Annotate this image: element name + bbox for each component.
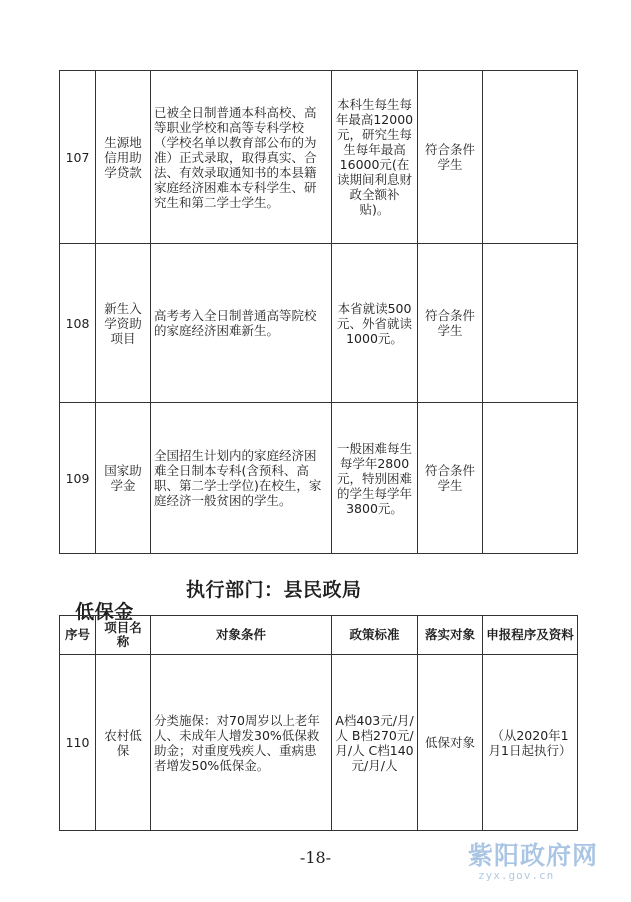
- page-number: -18-: [299, 848, 332, 867]
- policy-standard: 本省就读500元、外省就读1000元。: [332, 244, 418, 403]
- eligibility-conditions: 分类施保：对70周岁以上老年人、未成年人增发30%低保救助金；对重度残疾人、重病患者增发50%低保金。: [151, 655, 332, 831]
- project-name: 农村低保: [96, 655, 151, 831]
- row-number: 109: [60, 403, 96, 554]
- application-procedure: （从2020年1月1日起执行）: [483, 655, 578, 831]
- column-header: 落实对象: [418, 616, 483, 655]
- column-header: 申报程序及资料: [483, 616, 578, 655]
- section-department: 执行部门：县民政局: [186, 579, 362, 601]
- table-row: [60, 655, 578, 831]
- policy-standard: A档403元/月/人 B档270元/月/人 C档140元/月/人: [332, 655, 418, 831]
- project-name: 生源地信用助学贷款: [96, 71, 151, 244]
- table-row: [60, 244, 578, 403]
- application-procedure: [483, 244, 578, 403]
- eligibility-conditions: 高考考入全日制普通高等院校的家庭经济困难新生。: [151, 244, 332, 403]
- beneficiary: 符合条件学生: [418, 244, 483, 403]
- eligibility-conditions: 已被全日制普通本科高校、高等职业学校和高等专科学校（学校名单以教育部公布的为准）正式录取，取得真实、合法、有效录取通知书的本县籍家庭经济困难本专科学生、研究生和第二学士学生。: [151, 71, 332, 244]
- table-header-row: [60, 616, 578, 655]
- column-header: 对象条件: [151, 616, 332, 655]
- column-header: 序号: [60, 616, 96, 655]
- policy-standard: 本科生每生每年最高12000元，研究生每生每年最高16000元(在读期间利息财政全额补贴)。: [332, 71, 418, 244]
- application-procedure: [483, 403, 578, 554]
- watermark-site-url: zyx.gov.cn: [478, 869, 555, 882]
- beneficiary: 低保对象: [418, 655, 483, 831]
- table-row: [60, 71, 578, 244]
- row-number: 107: [60, 71, 96, 244]
- section-title: 低保金: [75, 601, 134, 623]
- beneficiary: 符合条件学生: [418, 71, 483, 244]
- project-name: 新生入学资助项目: [96, 244, 151, 403]
- row-number: 110: [60, 655, 96, 831]
- project-name: 国家助学金: [96, 403, 151, 554]
- beneficiary: 符合条件学生: [418, 403, 483, 554]
- column-header: 政策标准: [332, 616, 418, 655]
- table-row: [60, 403, 578, 554]
- subsistence-allowance-table: [59, 615, 578, 831]
- student-aid-table: [59, 70, 578, 554]
- row-number: 108: [60, 244, 96, 403]
- application-procedure: [483, 71, 578, 244]
- column-header: 项目名称: [96, 616, 151, 655]
- eligibility-conditions: 全国招生计划内的家庭经济困难全日制本专科(含预科、高职、第二学士学位)在校生，家庭经济一般贫困的学生。: [151, 403, 332, 554]
- watermark-site-name: 紫阳政府网: [468, 841, 599, 870]
- policy-standard: 一般困难每生每学年2800元，特别困难的学生每学年3800元。: [332, 403, 418, 554]
